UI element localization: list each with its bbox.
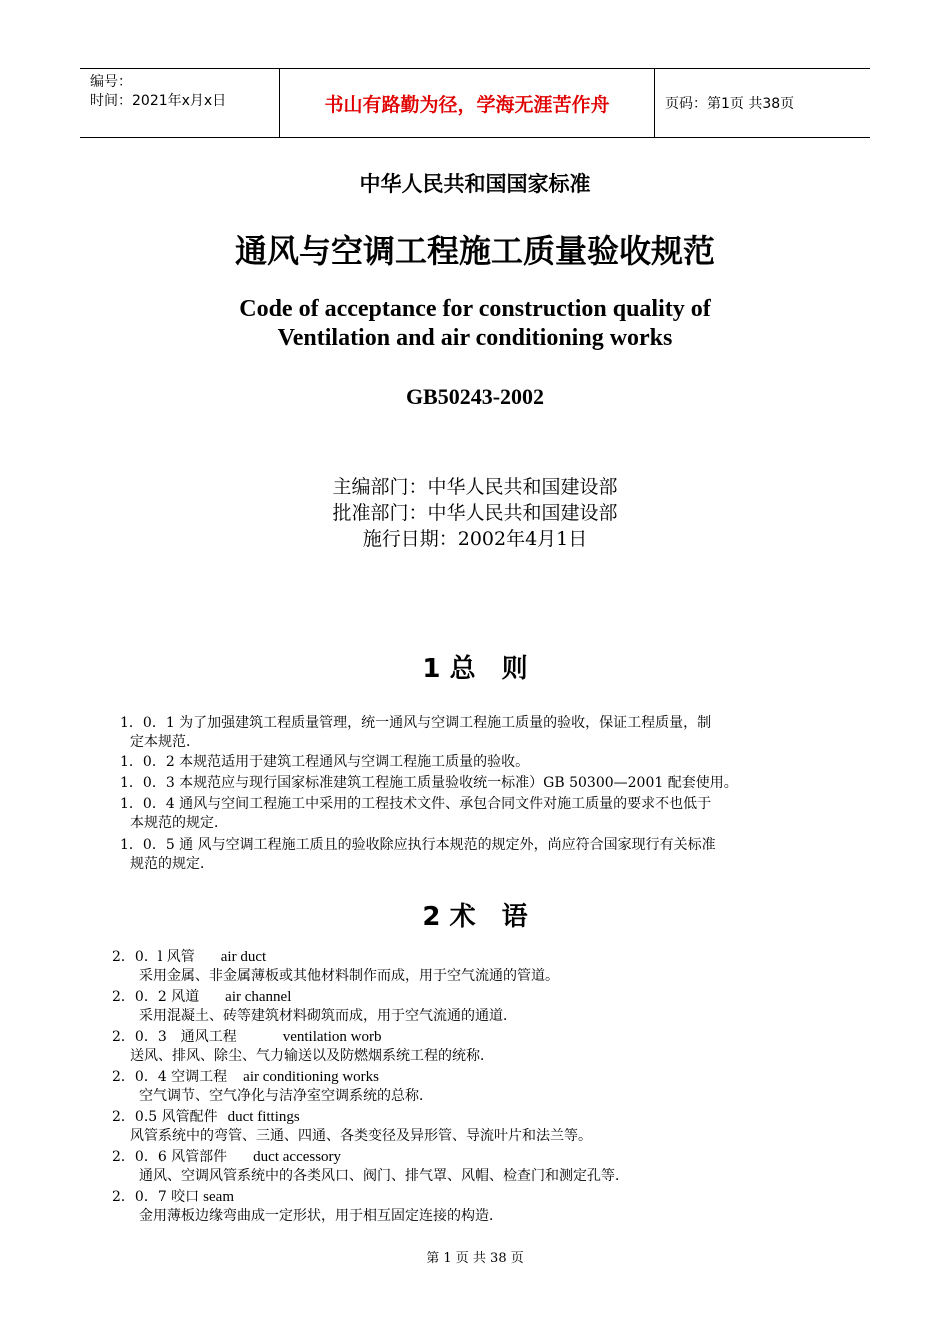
standard-code: GB50243-2002 — [405, 384, 545, 409]
clause-1-0-4: 1．0．4 通风与空间工程施工中采用的工程技术文件、承包合同文件对施工质量的要求不也低于 本规范的规定． — [120, 796, 712, 831]
document-title: 通风与空调工程施工质量验收规范 — [234, 232, 715, 270]
time-label: 时间：2021年x月x日 — [90, 93, 227, 109]
term-2-0-1: 2．0．l 风管 air duct 采用金属、非金属薄板或其他材料制作而成，用于空气流通的管道。 — [112, 949, 559, 984]
english-title-line2: Ventilation and air conditioning works — [277, 325, 673, 351]
clause-1-0-2: 1．0．2 本规范适用于建筑工程通风与空调工程施工质量的验收。 — [120, 754, 530, 770]
effective-date: 施行日期：2002年4月1日 — [362, 528, 588, 550]
header-table — [80, 68, 870, 138]
term-2-0-3: 2．0．3 通风工程 ventilation worb 送风、排风、除尘、气力输送以及防燃烟系统工程的统称． — [112, 1029, 494, 1064]
clause-1-0-1: 1．0．1 为了加强建筑工程质量管理，统一通风与空调工程施工质量的验收，保证工程质量，制 定本规范． — [120, 715, 712, 750]
term-2-0-4: 2．0．4 空调工程 air conditioning works 空气调节、空气净化与洁净室空调系统的总称． — [112, 1069, 433, 1104]
motto: 书山有路勤为径，学海无涯苦作舟 — [280, 69, 655, 137]
approver-dept: 批准部门：中华人民共和国建设部 — [332, 502, 618, 524]
english-title-line1: Code of acceptance for construction quality of — [239, 296, 711, 322]
term-2-0-2: 2．0．2 风道 air channel 采用混凝土、砖等建筑材料砌筑而成，用于空气流通的通道． — [112, 989, 517, 1024]
term-2-0-7: 2．0．7 咬口 seam 金用薄板边缘弯曲成一定形状，用于相互固定连接的构造． — [112, 1189, 503, 1224]
super-title: 中华人民共和国国家标准 — [359, 172, 591, 196]
clause-1-0-3: 1．0．3 本规范应与现行国家标准建筑工程施工质量验收统一标准）GB 50300—2001 配套使用。 — [120, 775, 738, 791]
section1-heading: 1 总 则 — [422, 654, 528, 684]
term-2-0-6: 2．0．6 风管部件 duct accessory 通风、空调风管系统中的各类风口、阀门、排气罩、风帽、检查门和测定孔等． — [112, 1149, 629, 1184]
section2-heading: 2 术 语 — [422, 902, 528, 932]
page-footer: 第 1 页 共 38 页 — [426, 1251, 524, 1266]
header-left-cell — [80, 69, 280, 137]
clause-1-0-5: 1．0．5 通 风与空调工程施工质且的验收除应执行本规范的规定外，尚应符合国家现行有关标准 规范的规定． — [120, 837, 716, 872]
page-info: 页码：第1页 共38页 — [665, 96, 795, 112]
term-2-0-5: 2．0.5 风管配件 duct fittings 风管系统中的弯管、三通、四通、各类变径及异形管、导流叶片和法兰等。 — [112, 1109, 592, 1144]
number-label: 编号： — [90, 74, 132, 90]
editor-dept: 主编部门：中华人民共和国建设部 — [332, 476, 618, 498]
